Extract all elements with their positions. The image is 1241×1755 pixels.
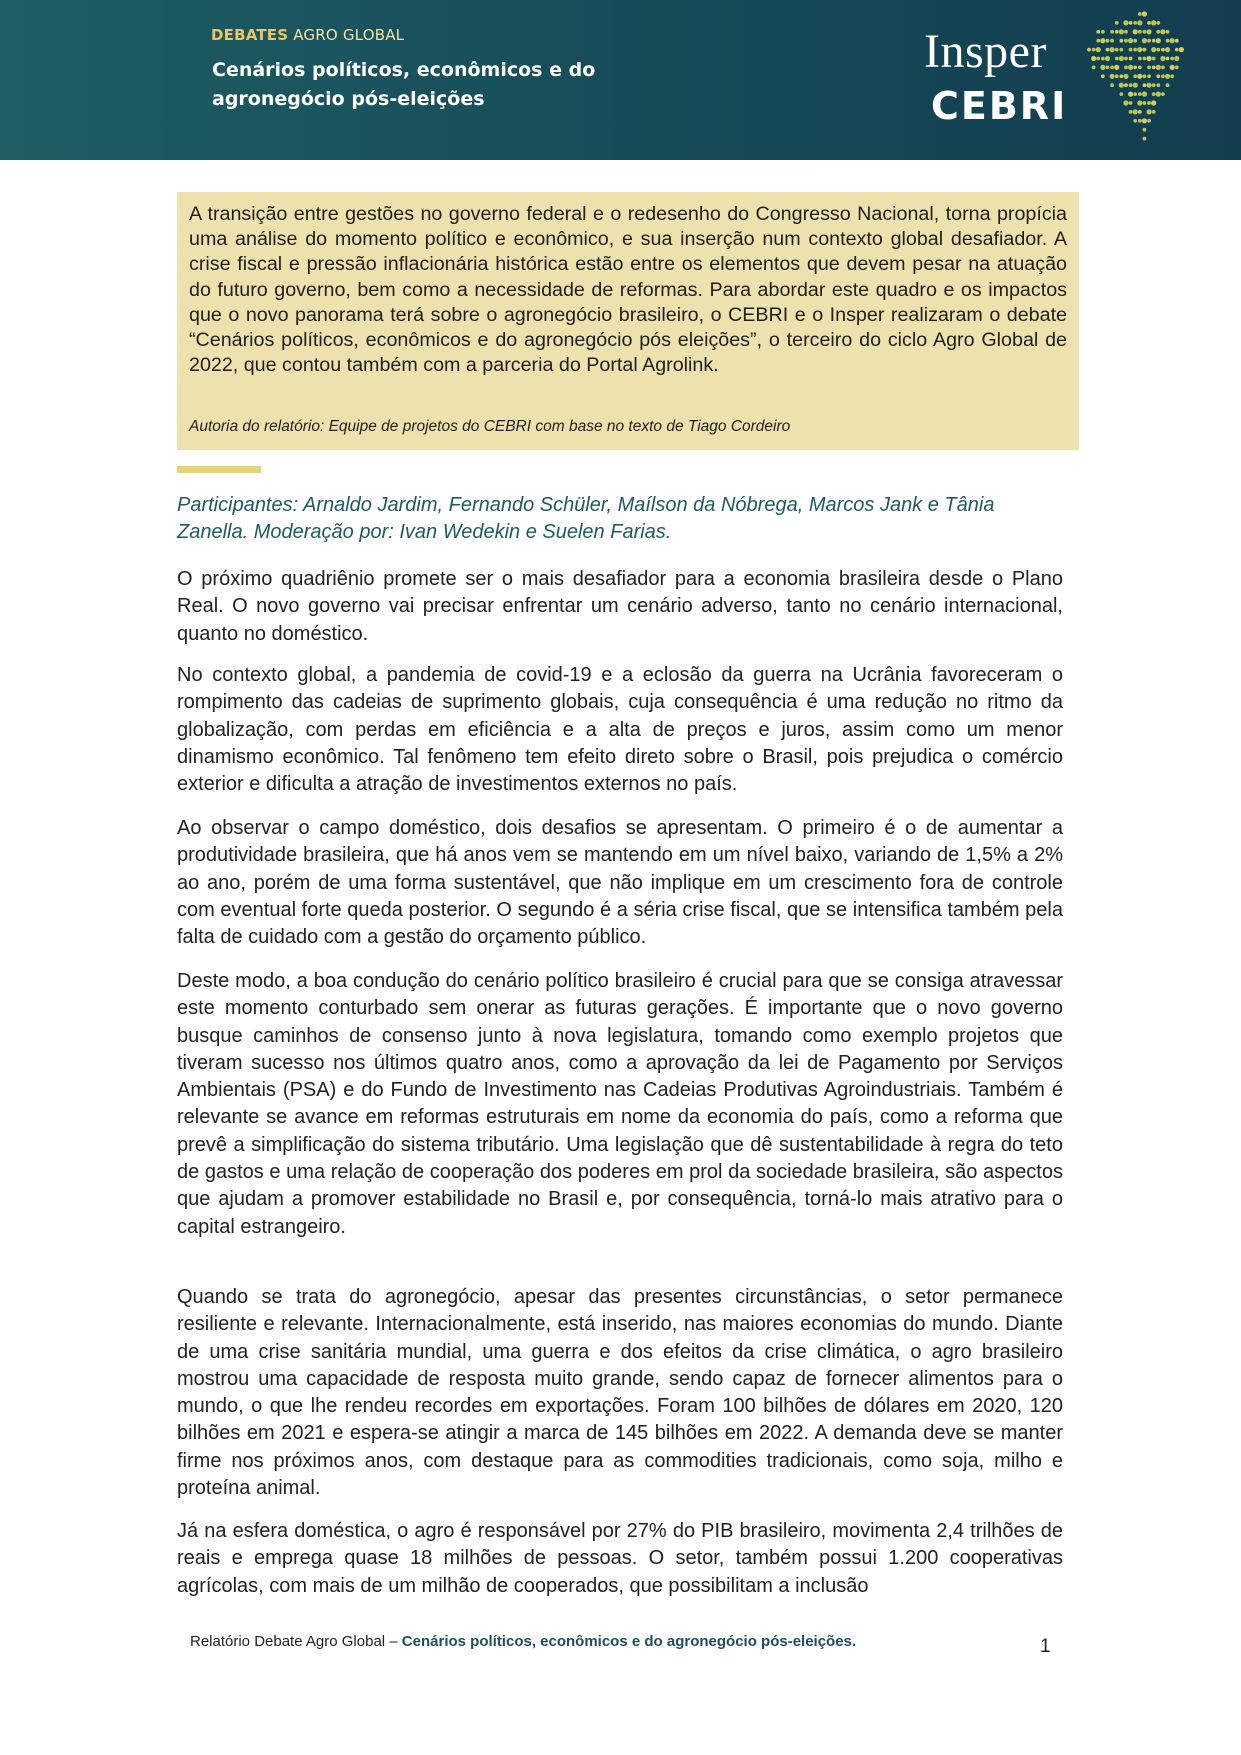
map-dot (1133, 92, 1137, 96)
map-dot (1138, 66, 1142, 70)
map-dot (1110, 83, 1114, 87)
map-dot (1146, 29, 1151, 34)
map-dot (1151, 47, 1156, 52)
map-dot (1147, 101, 1151, 105)
series-label-bold: DEBATES (211, 26, 289, 44)
map-dot (1092, 48, 1096, 52)
map-dot (1110, 30, 1114, 34)
body-paragraph: Deste modo, a boa condução do cenário político brasileiro é crucial para que se consiga atravessar este momento conturbado sem onerar as futuras gerações. É importante que o novo governo busque caminhos de consenso junto à nova legislatura, tomando como exemplo projetos que tiveram sucesso nos últimos quatro anos, como a aprovação da lei de Pagamento por Serviços Ambientais (PSA) e do Fundo de Investimento nas Cadeias Produtivas Agroindustriais. Também é relevante se avance em reformas estruturais em nome da economia do país, como a reforma que prevê a simplificação do sistema tributário. Uma legislação que dê sustentabilidade à regra do teto de gastos e uma relação de cooperação dos poderes em prol da sociedade brasileira, são aspectos que ajudam a promover estabilidade no Brasil e, por consequência, torná-lo mais atrativo para o capital estrangeiro. (177, 970, 1063, 1238)
map-dot (1124, 83, 1128, 87)
map-dot (1156, 21, 1160, 25)
body-paragraph: Já na esfera doméstica, o agro é responsável por 27% do PIB brasileiro, movimenta 2,4 trilhões de reais e emprega quase 18 milhões de pessoas. O setor, também possui 1.200 cooperativas agrícolas, com mais de um milhão de cooperados, que possibilitam a inclusão (177, 1520, 1063, 1597)
map-dot (1165, 74, 1170, 79)
map-dot (1129, 110, 1133, 114)
map-dot (1151, 100, 1156, 105)
summary-box (177, 192, 1079, 450)
map-dot (1138, 110, 1142, 114)
map-dot (1133, 39, 1137, 43)
map-dot (1170, 38, 1175, 43)
map-dot (1119, 29, 1124, 34)
map-dot (1143, 48, 1147, 52)
map-dot (1101, 74, 1105, 78)
map-dot (1096, 30, 1100, 34)
map-dot (1152, 110, 1156, 114)
map-dot (1156, 92, 1161, 97)
map-dot (1106, 48, 1110, 52)
map-dot (1133, 29, 1138, 34)
map-dot (1161, 74, 1165, 78)
map-dot (1138, 30, 1142, 34)
map-dot (1115, 48, 1119, 52)
page-number: 1 (1040, 1636, 1051, 1657)
map-dot (1096, 57, 1100, 61)
map-dot (1105, 56, 1110, 61)
map-dot (1096, 39, 1100, 43)
map-dot (1129, 57, 1133, 61)
map-dot (1156, 38, 1161, 43)
map-dot (1129, 101, 1133, 105)
map-dot (1147, 119, 1151, 123)
footer-prefix: Relatório Debate Agro Global – (190, 1633, 402, 1650)
map-dot (1115, 30, 1119, 34)
map-dot (1133, 48, 1137, 52)
map-dot (1101, 57, 1105, 61)
map-dot (1110, 74, 1115, 79)
map-dot (1138, 92, 1142, 96)
map-dot (1133, 119, 1137, 123)
map-dot (1165, 47, 1170, 52)
map-dot (1123, 100, 1128, 105)
map-dot (1124, 30, 1128, 34)
map-dot (1151, 20, 1156, 25)
map-dot (1143, 30, 1147, 34)
map-dot (1137, 100, 1142, 105)
map-dot (1138, 57, 1142, 61)
map-dot (1133, 109, 1138, 114)
body-paragraph: No contexto global, a pandemia de covid-19 e a eclosão da guerra na Ucrânia favoreceram o rompimento das cadeias de suprimento globais, cuja consequência é uma redução no ritmo da globalização, com perdas em eficiência e a alta de preços e juros, assim como um menor dinamismo econômico. Tal fenômeno tem efeito direto sobre o Brasil, pois prejudica o comércio exterior e dificulta a atração de investimentos externos no país. (177, 664, 1063, 796)
map-dot (1152, 39, 1156, 43)
cebri-logo: CEBRI (931, 84, 1068, 128)
map-dot (1147, 74, 1151, 78)
map-dot (1119, 74, 1123, 78)
map-dot (1119, 92, 1123, 96)
map-dot (1143, 137, 1147, 141)
map-dot (1161, 48, 1165, 52)
map-dot (1137, 20, 1142, 25)
map-dot (1129, 48, 1133, 52)
map-dot (1133, 21, 1137, 25)
map-dot (1143, 83, 1147, 87)
map-dot (1170, 57, 1174, 61)
map-dot (1115, 21, 1119, 25)
participants-text: Participantes: Arnaldo Jardim, Fernando Schüler, Maílson da Nóbrega, Marcos Jank e Tânia Zanella. Moderação por: Ivan Wedekin e Suelen Farias. (177, 494, 995, 543)
map-dot (1143, 74, 1147, 78)
map-dot (1142, 11, 1147, 16)
body-paragraph: Ao observar o campo doméstico, dois desafios se apresentam. O primeiro é o de aumentar a produtividade brasileira, que há anos vem se mantendo em um nível baixo, variando de 1,5% a 2% ao ano, porém de uma forma sustentável, que não implique em um crescimento fora de controle com eventual forte queda posterior. O segundo é a séria crise fiscal, que se intensifica também pela falta de cuidado com a gestão do orçamento público. (177, 817, 1063, 949)
body-paragraph: O próximo quadriênio promete ser o mais desafiador para a economia brasileira desde o Plano Real. O novo governo vai precisar enfrentar um cenário adverso, tanto no cenário internacional, quanto no doméstico. (177, 568, 1063, 645)
map-dot (1129, 83, 1133, 87)
map-dot (1147, 66, 1151, 70)
map-dot (1119, 83, 1124, 88)
map-dot (1115, 57, 1119, 61)
map-dot (1123, 20, 1128, 25)
map-dot (1138, 119, 1142, 123)
map-dot (1110, 39, 1114, 43)
map-dot (1096, 47, 1101, 52)
map-dot (1091, 56, 1096, 61)
map-dot (1166, 57, 1170, 61)
body-paragraph: Quando se trata do agronegócio, apesar das presentes circunstâncias, o setor permanece resiliente e relevante. Internacionalmente, está inserido, nas maiores economias do mundo. Diante de uma crise sanitária mundial, uma guerra e dos efeitos da crise climática, o agro brasileiro mostrou uma capacidade de resposta muito grande, sendo capaz de fornecer alimentos para o mundo, o que lhe rendeu recordes em exportações. Foram 100 bilhões de dólares em 2020, 120 bilhões em 2021 e espera-se atingir a marca de 145 bilhões em 2022. A demanda deve se manter firme nos próximos anos, com destaque para as commodities tradicionais, como soja, milho e proteína animal. (177, 1286, 1063, 1500)
footer-text (190, 1633, 856, 1650)
summary-text: A transição entre gestões no governo federal e o redesenho do Congresso Nacional, torna propícia uma análise do momento político e econômico, e sua inserção num contexto global desafiador. A crise fiscal e pressão inflacionária histórica estão entre os elementos que devem pesar na atuação do futuro governo, bem como a necessidade de reformas. Para abordar este quadro e os impactos que o novo panorama terá sobre o agronegócio brasileiro, o CEBRI e o Insper realizaram o debate “Cenários políticos, econômicos e do agronegócio pós eleições”, o terceiro do ciclo Agro Global de 2022, que contou também com a parceria do Portal Agrolink. (189, 203, 1067, 377)
map-dot (1123, 74, 1128, 79)
map-dot (1170, 74, 1174, 78)
map-dot (1146, 83, 1151, 88)
map-dot (1114, 65, 1119, 70)
accent-divider (177, 466, 261, 473)
map-dot (1087, 48, 1091, 52)
map-dot (1152, 83, 1156, 87)
map-dot (1166, 83, 1170, 87)
map-dot (1175, 66, 1179, 70)
map-dot (1156, 83, 1160, 87)
map-dot (1143, 57, 1147, 61)
map-dot (1106, 66, 1110, 70)
map-dot (1124, 66, 1128, 70)
map-dot (1152, 92, 1156, 96)
map-dot (1115, 74, 1119, 78)
map-dot (1160, 29, 1165, 34)
map-dot (1110, 66, 1114, 70)
map-dot (1161, 92, 1165, 96)
insper-logo: Insper (924, 25, 1047, 78)
footer-title: Cenários políticos, econômicos e do agronegócio pós-eleições. (401, 1633, 857, 1650)
map-dot (1124, 39, 1128, 43)
map-dot (1119, 39, 1123, 43)
map-dot (1143, 128, 1147, 132)
map-dot (1133, 83, 1138, 88)
map-dot (1174, 56, 1179, 61)
map-dot (1170, 65, 1175, 70)
map-dot (1160, 56, 1165, 61)
map-dot (1119, 56, 1124, 61)
map-dot (1166, 39, 1170, 43)
map-dot (1128, 92, 1133, 97)
map-dot (1101, 30, 1105, 34)
map-dot (1100, 65, 1105, 70)
map-dot (1106, 39, 1110, 43)
map-dot (1110, 47, 1115, 52)
map-dot (1133, 66, 1137, 70)
series-label (211, 26, 404, 44)
map-dot (1146, 109, 1151, 114)
map-dot (1137, 74, 1142, 79)
map-dot (1129, 21, 1133, 25)
map-dot (1142, 118, 1147, 123)
map-dot (1138, 12, 1142, 16)
brazil-dot-map-icon (1085, 8, 1225, 150)
map-dot (1137, 47, 1142, 52)
map-dot (1143, 101, 1147, 105)
map-dot (1100, 38, 1105, 43)
map-dot (1156, 30, 1160, 34)
series-label-rest: AGRO GLOBAL (288, 26, 405, 44)
map-dot (1175, 39, 1179, 43)
map-dot (1152, 57, 1156, 61)
map-dot (1156, 65, 1161, 70)
map-dot (1146, 56, 1151, 61)
header-title: Cenários políticos, econômicos e do agronegócio pós-eleições (212, 59, 596, 110)
map-dot (1142, 38, 1147, 43)
report-header (0, 0, 1241, 160)
map-dot (1128, 38, 1133, 43)
map-dot (1142, 92, 1147, 97)
summary-author: Autoria do relatório: Equipe de projetos do CEBRI com base no texto de Tiago Cordeiro (189, 418, 791, 435)
map-dot (1128, 65, 1133, 70)
map-dot (1152, 66, 1156, 70)
map-dot (1133, 74, 1137, 78)
map-dot (1119, 48, 1123, 52)
map-dot (1156, 74, 1160, 78)
map-dot (1147, 39, 1151, 43)
map-dot (1175, 48, 1179, 52)
map-dot (1124, 57, 1128, 61)
map-dot (1179, 47, 1184, 52)
map-dot (1161, 66, 1165, 70)
map-dot (1092, 66, 1096, 70)
map-dot (1166, 30, 1170, 34)
map-dot (1156, 48, 1160, 52)
map-dot (1147, 21, 1151, 25)
